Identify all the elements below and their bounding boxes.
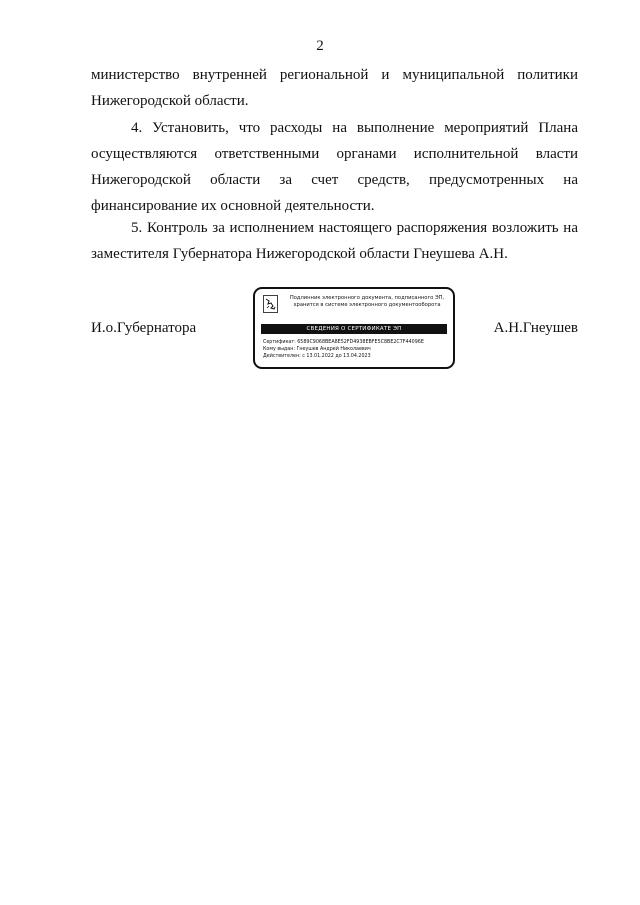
certificate-validity: Действителен: с 13.01.2022 до 13.04.2023	[263, 354, 371, 359]
paragraph-text: министерство внутренней региональной и муниципальной политики Нижегородской области.	[91, 67, 578, 109]
stamp-header-line: хранится в системе электронного документооборота	[293, 302, 441, 308]
electronic-signature-stamp	[253, 287, 455, 369]
page-number: 2	[316, 38, 324, 54]
stamp-details	[263, 339, 449, 360]
paragraph-item-5	[91, 215, 578, 267]
certificate-number: Сертификат: 6589C9068BEA8E52FD4938EBFE5C8BE2C7F44096E	[263, 340, 424, 345]
paragraph-text: 4. Установить, что расходы на выполнение мероприятий Плана осуществляются ответственными органами исполнительной власти Нижегородской области за счет средств, предусмотренных на финансирование их основной деятельности.	[91, 120, 578, 214]
stamp-header	[283, 295, 451, 309]
signer-name: А.Н.Гнеушев	[493, 320, 578, 336]
paragraph-item-4	[91, 115, 578, 219]
signer-position: И.о.Губернатора	[91, 320, 197, 336]
coat-of-arms-icon	[263, 295, 278, 313]
certificate-owner: Кому выдан: Гнеушев Андрей Николаевич	[263, 347, 371, 352]
paragraph-text: 5. Контроль за исполнением настоящего распоряжения возложить на заместителя Губернатора Нижегородской области Гнеушева А.Н.	[91, 220, 578, 262]
stamp-header-line: Подлинник электронного документа, подписанного ЭП,	[289, 295, 445, 301]
stamp-title-bar: СВЕДЕНИЯ О СЕРТИФИКАТЕ ЭП	[261, 324, 447, 334]
paragraph-continuation	[91, 62, 578, 114]
